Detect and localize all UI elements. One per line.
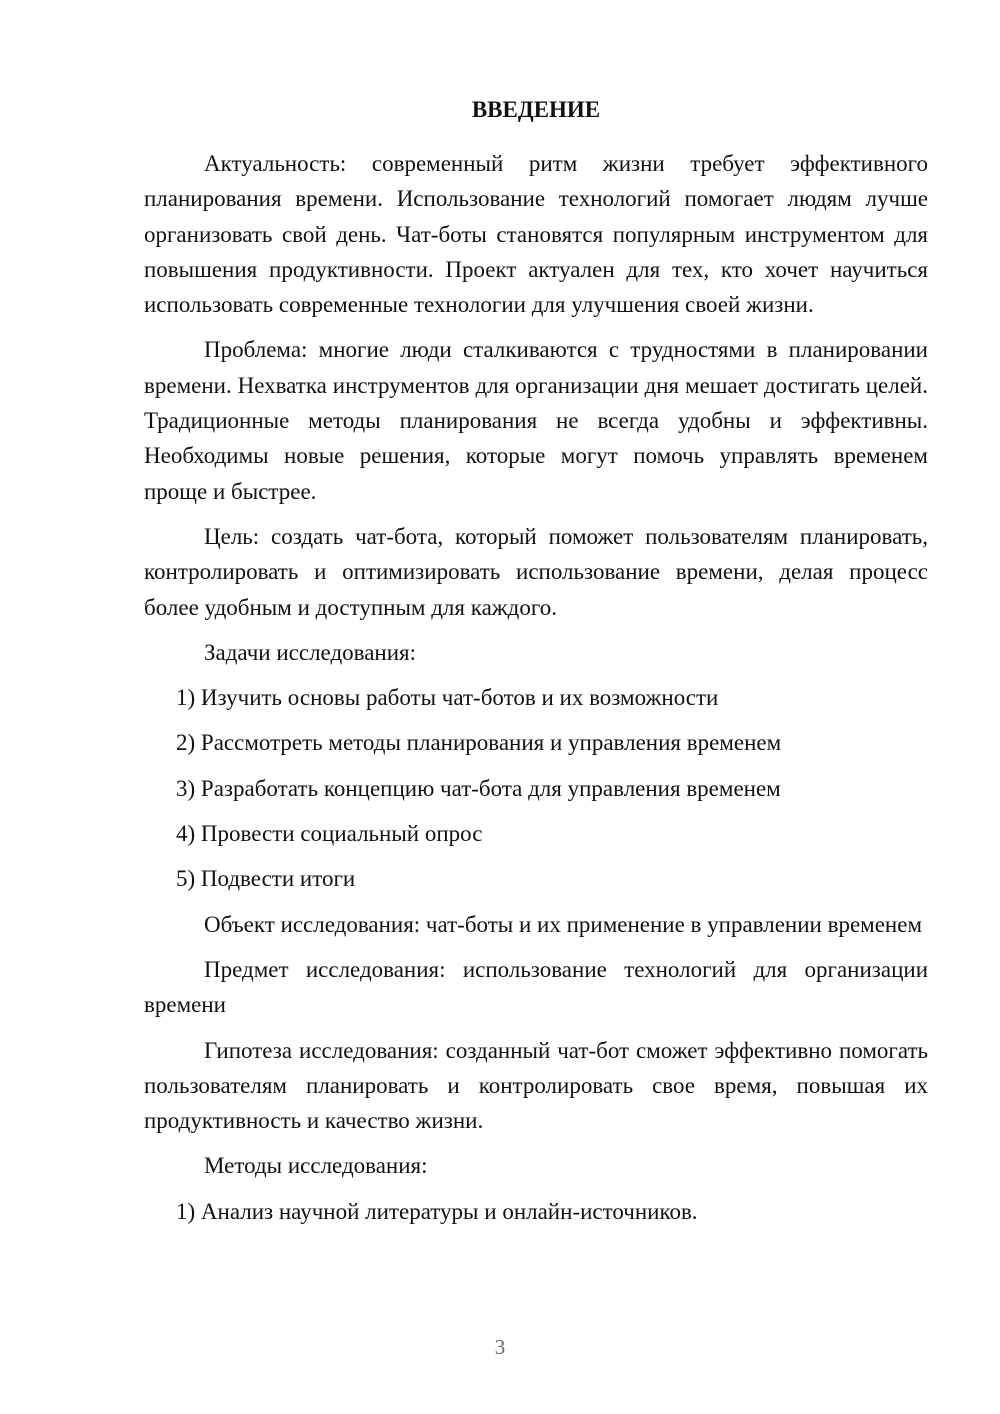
method-item-1: 1) Анализ научной литературы и онлайн-источников. <box>176 1198 698 1224</box>
methods-list <box>144 1194 928 1229</box>
page-number: 3 <box>494 1335 506 1359</box>
tasks-heading: Задачи исследования: <box>204 639 417 665</box>
methods-heading: Методы исследования: <box>204 1153 428 1179</box>
task-item-2: 2) Рассмотреть методы планирования и управления временем <box>176 730 782 756</box>
task-item-5: 5) Подвести итоги <box>176 866 356 892</box>
relevance-paragraph: Актуальность: современный ритм жизни требует эффективного планирования времени. Использование технологий помогает людям лучше организовать свой день. Чат-боты становятся популярным инструментом для повышения продуктивности. Проект актуален для тех, кто хочет научиться использовать современные технологии для улучшения своей жизни. <box>144 151 928 318</box>
tasks-list <box>144 680 928 896</box>
goal-paragraph: Цель: создать чат-бота, который поможет пользователям планировать, контролировать и оптимизировать использование времени, делая процесс более удобным и доступным для каждого. <box>144 523 928 620</box>
problem-paragraph: Проблема: многие люди сталкиваются с трудностями в планировании времени. Нехватка инструментов для организации дня мешает достигать целей. Традиционные методы планирования не всегда удобны и эффективны. Необходимы новые решения, которые могут помочь управлять временем проще и быстрее. <box>144 337 928 504</box>
object-paragraph: Объект исследования: чат-боты и их применение в управлении временем <box>204 911 923 937</box>
hypothesis-paragraph: Гипотеза исследования: созданный чат-бот сможет эффективно помогать пользователям планировать и контролировать свое время, повышая их продуктивность и качество жизни. <box>144 1037 928 1134</box>
subject-paragraph: Предмет исследования: использование технологий для организации времени <box>144 956 928 1018</box>
section-title: ВВЕДЕНИЕ <box>471 97 601 122</box>
task-item-3: 3) Разработать концепцию чат-бота для управления временем <box>176 775 781 801</box>
page-content <box>144 94 928 1239</box>
task-item-4: 4) Провести социальный опрос <box>176 821 483 847</box>
task-item-1: 1) Изучить основы работы чат-ботов и их возможности <box>176 685 719 711</box>
